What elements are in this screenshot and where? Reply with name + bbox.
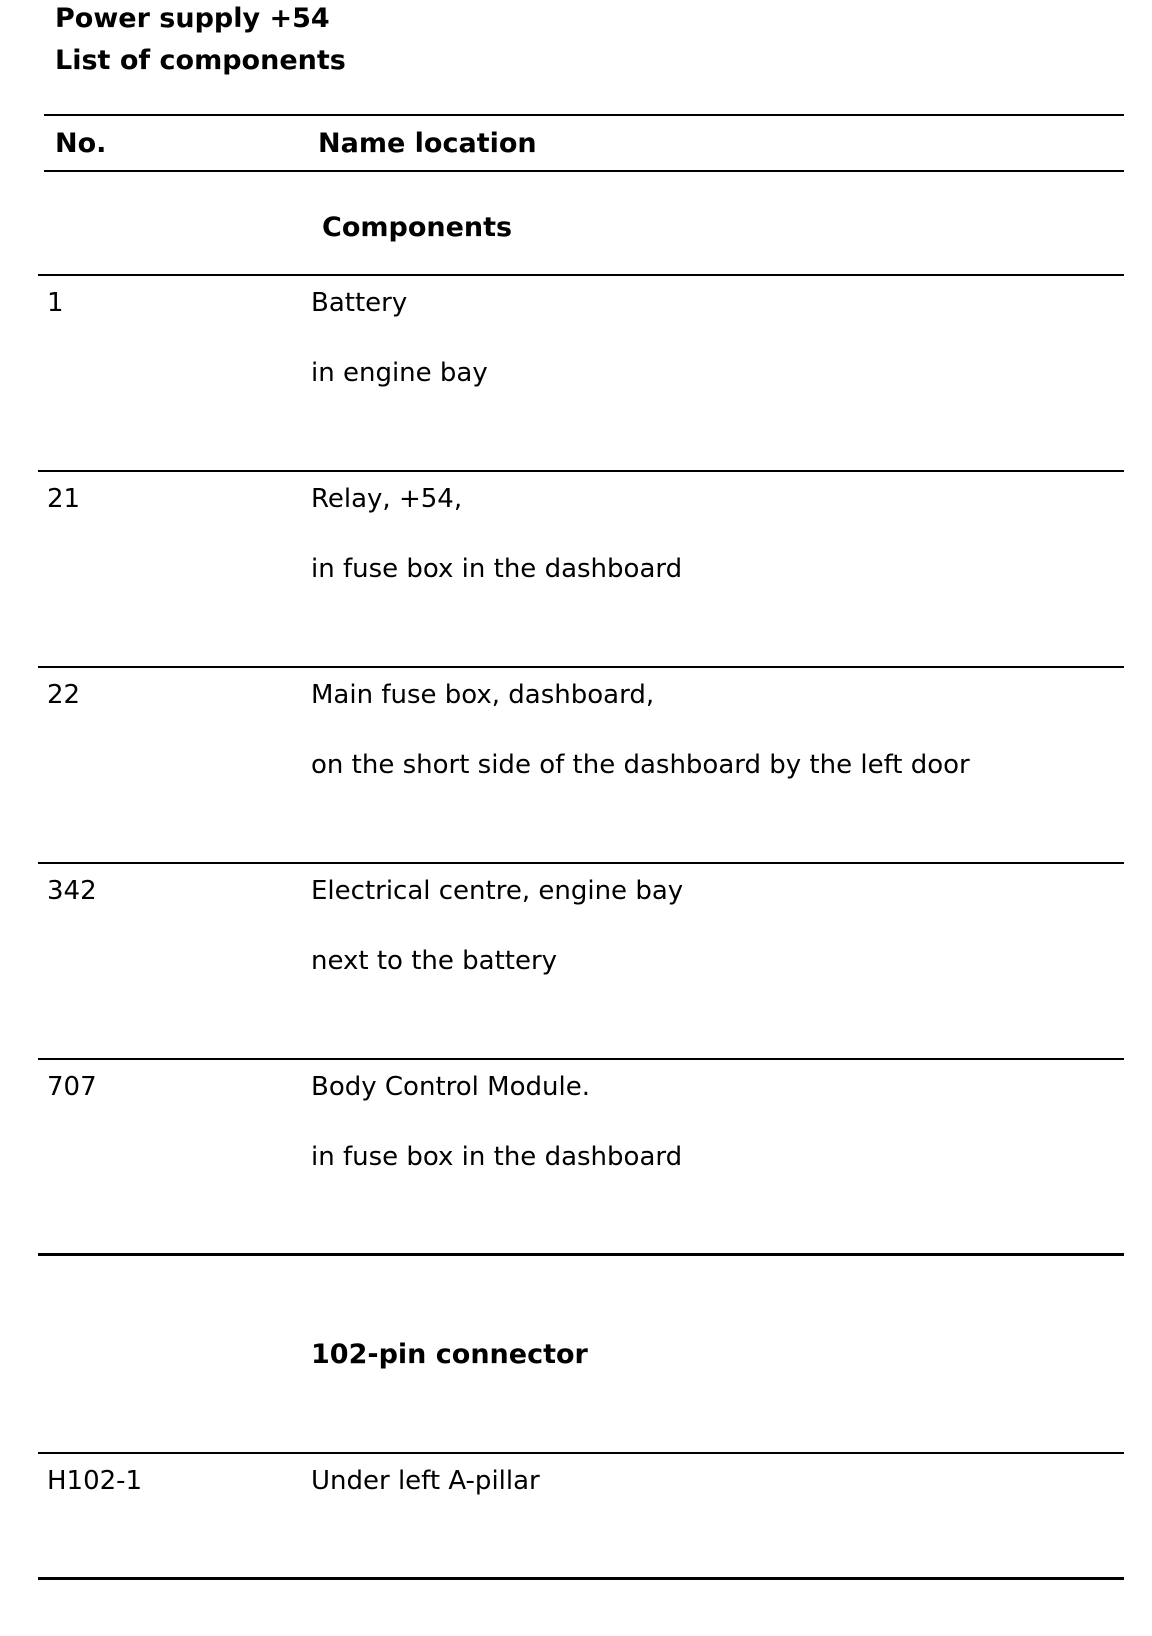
- row-location: in fuse box in the dashboard: [311, 554, 683, 584]
- document-title: Power supply +54: [55, 3, 330, 34]
- row-no: 1: [47, 288, 64, 318]
- row-name: Under left A-pillar: [311, 1466, 540, 1496]
- document-subtitle: List of components: [55, 45, 346, 76]
- row-rule: [38, 470, 1124, 472]
- row-location: next to the battery: [311, 946, 558, 976]
- header-rule: [44, 170, 1124, 172]
- row-name: Main fuse box, dashboard,: [311, 680, 655, 710]
- row-name: Battery: [311, 288, 408, 318]
- row-no: 342: [47, 876, 97, 906]
- section-rule: [38, 1253, 1124, 1256]
- table-top-rule: [44, 114, 1124, 116]
- table-bottom-rule: [38, 1577, 1124, 1580]
- header-name-location: Name location: [318, 128, 537, 159]
- row-location: on the short side of the dashboard by the left door: [311, 750, 970, 780]
- row-no: 21: [47, 484, 81, 514]
- row-rule: [38, 274, 1124, 276]
- row-no: 22: [47, 680, 81, 710]
- row-name: Body Control Module.: [311, 1072, 590, 1102]
- row-name: Relay, +54,: [311, 484, 463, 514]
- row-no: 707: [47, 1072, 97, 1102]
- row-rule: [38, 1452, 1124, 1454]
- row-rule: [38, 1058, 1124, 1060]
- section-heading-components: Components: [322, 212, 513, 243]
- row-location: in fuse box in the dashboard: [311, 1142, 683, 1172]
- header-no: No.: [55, 128, 107, 159]
- section-heading-connector: 102-pin connector: [311, 1339, 588, 1370]
- row-rule: [38, 862, 1124, 864]
- row-location: in engine bay: [311, 358, 488, 388]
- row-name: Electrical centre, engine bay: [311, 876, 684, 906]
- row-rule: [38, 666, 1124, 668]
- row-no: H102-1: [47, 1466, 143, 1496]
